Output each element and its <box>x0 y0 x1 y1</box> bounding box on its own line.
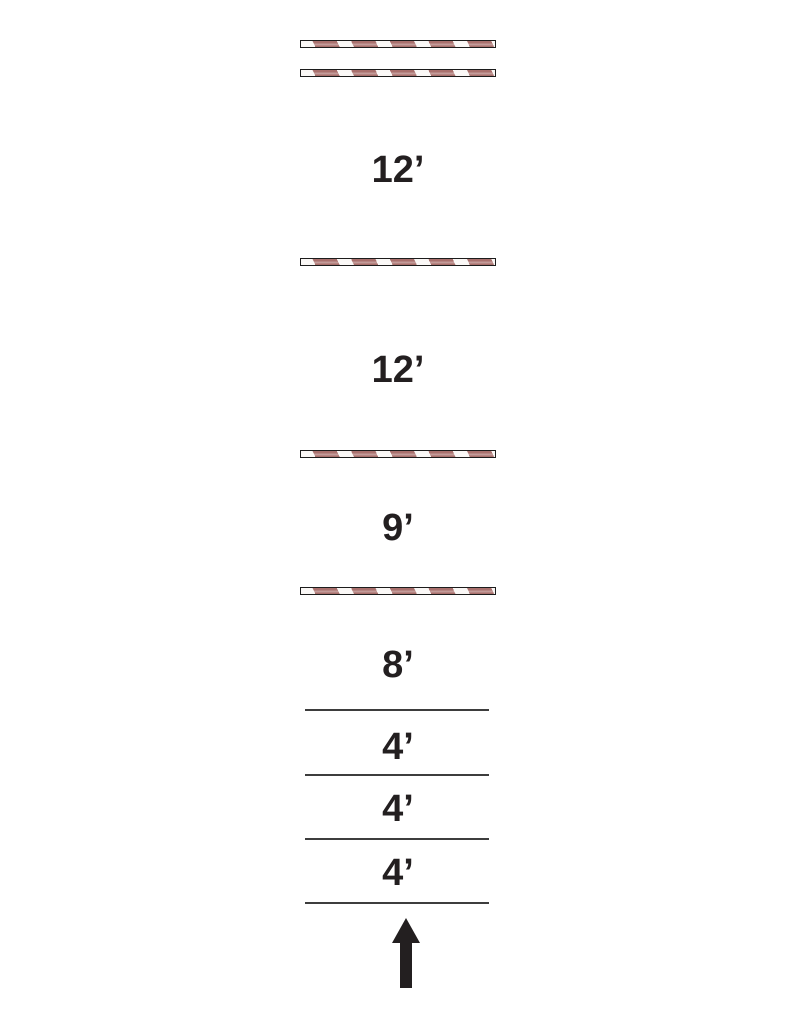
direction-arrow-icon <box>391 918 421 988</box>
ground-line <box>305 902 489 904</box>
striped-pole <box>300 450 496 458</box>
distance-label: 4’ <box>382 726 414 768</box>
striped-pole <box>300 587 496 595</box>
ground-line <box>305 838 489 840</box>
distance-label: 9’ <box>382 507 414 549</box>
striped-pole <box>300 40 496 48</box>
distance-label: 4’ <box>382 852 414 894</box>
distance-label: 12’ <box>371 349 425 391</box>
distance-label: 8’ <box>382 644 414 686</box>
distance-label: 12’ <box>371 149 425 191</box>
ground-line <box>305 709 489 711</box>
striped-pole <box>300 258 496 266</box>
ground-line <box>305 774 489 776</box>
distance-label: 4’ <box>382 788 414 830</box>
striped-pole <box>300 69 496 77</box>
